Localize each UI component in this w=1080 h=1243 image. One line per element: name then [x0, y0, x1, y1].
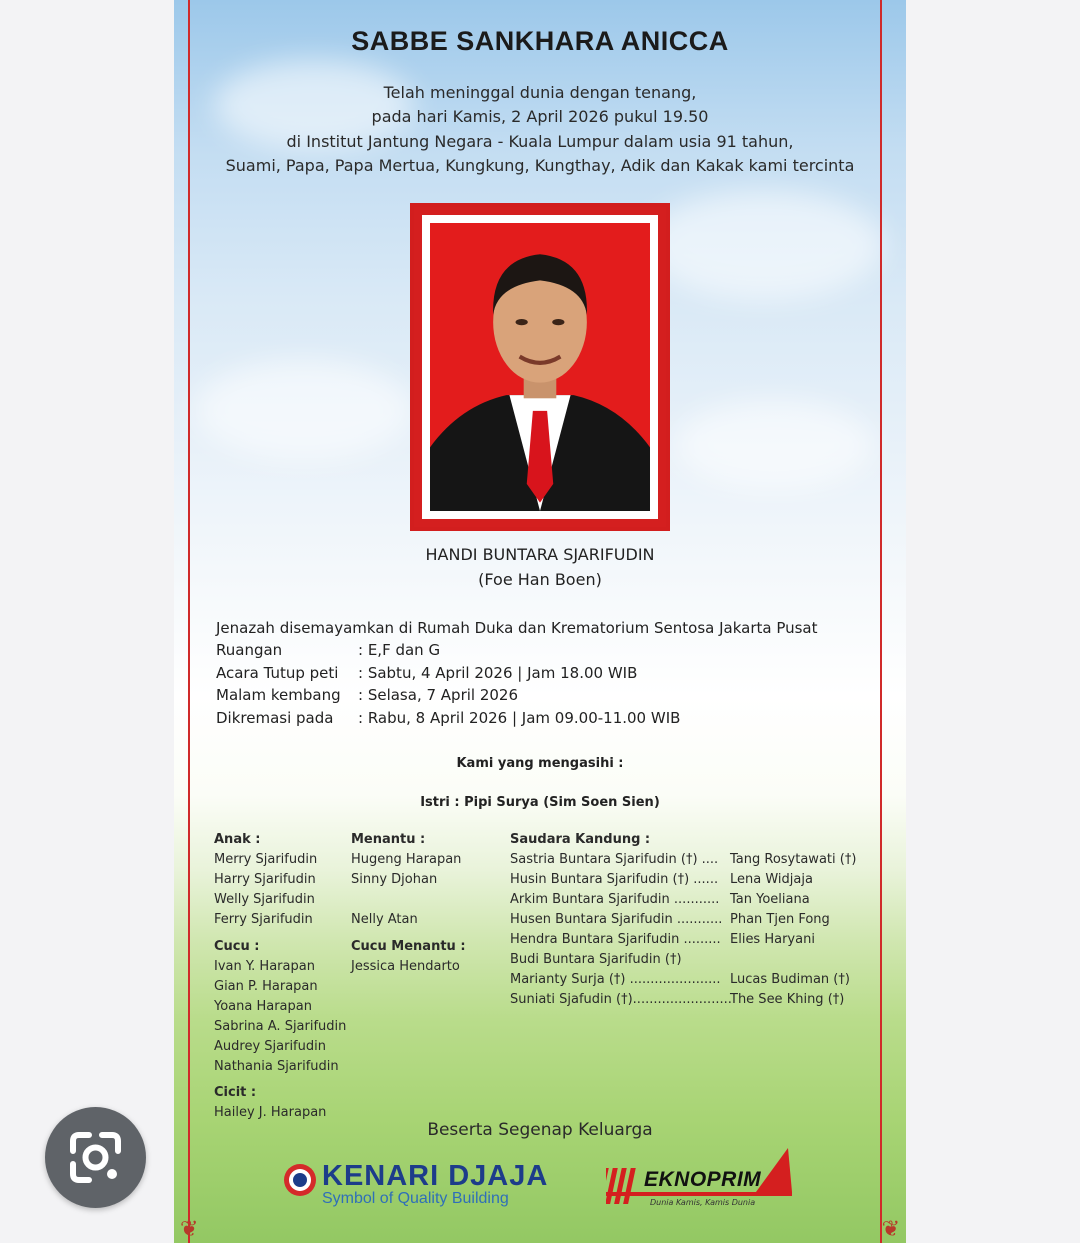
portrait-icon [430, 223, 650, 511]
schedule-label: Ruangan [216, 641, 283, 659]
schedule-row [216, 686, 518, 704]
saudara-heading: Saudara Kandung : [510, 832, 651, 847]
list-item: Audrey Sjarifudin [214, 1039, 326, 1054]
list-item: Welly Sjarifudin [214, 892, 315, 907]
intro-line: pada hari Kamis, 2 April 2026 pukul 19.50 [371, 107, 709, 126]
sibling-spouse: Tan Yoeliana [730, 892, 810, 907]
schedule-label: Dikremasi pada [216, 709, 334, 727]
sibling-spouse: Phan Tjen Fong [730, 912, 830, 927]
portrait-frame [410, 203, 670, 531]
google-lens-button[interactable] [45, 1107, 146, 1208]
schedule-row [216, 664, 637, 682]
kenari-tagline: Symbol of Quality Building [322, 1190, 509, 1207]
menantu-heading: Menantu : [351, 832, 426, 847]
mourners-heading: Kami yang mengasihi : [456, 756, 624, 771]
schedule-row [216, 641, 440, 659]
closing-text: Beserta Segenap Keluarga [427, 1120, 653, 1140]
list-item: Sabrina A. Sjarifudin [214, 1019, 347, 1034]
kenari-emblem-icon [282, 1162, 318, 1198]
schedule-label: Malam kembang [216, 686, 341, 704]
sibling-row [510, 992, 856, 1012]
sibling-name: Hendra Buntara Sjarifudin ......... [510, 932, 721, 947]
sibling-row [510, 952, 856, 972]
sibling-name: Sastria Buntara Sjarifudin (†) .... [510, 852, 719, 867]
intro-line: di Institut Jantung Negara - Kuala Lumpur dalam usia 91 tahun, [286, 132, 794, 151]
schedule-value: : Sabtu, 4 April 2026 | Jam 18.00 WIB [358, 664, 638, 682]
cloud-decoration [194, 360, 414, 460]
deceased-chinese-name: (Foe Han Boen) [478, 570, 602, 589]
sibling-name: Marianty Surja (†) ...................... [510, 972, 721, 987]
teknoprim-tagline: Dunia Kamis, Kamis Dunia [650, 1198, 756, 1207]
list-item: Gian P. Harapan [214, 979, 318, 994]
cicit-heading: Cicit : [214, 1085, 257, 1100]
teknoprim-name: EKNOPRIM [644, 1168, 762, 1191]
siblings-column [510, 832, 856, 1012]
sibling-spouse: Lena Widjaja [730, 872, 813, 887]
sibling-row [510, 932, 856, 952]
schedule-value: : Rabu, 8 April 2026 | Jam 09.00-11.00 WIB [358, 709, 681, 727]
frame-border-left [188, 0, 190, 1243]
teknoprim-logo [606, 1148, 796, 1218]
location-text: Jenazah disemayamkan di Rumah Duka dan Krematorium Sentosa Jakarta Pusat [216, 619, 818, 637]
wife-line: Istri : Pipi Surya (Sim Soen Sien) [420, 795, 660, 810]
children-column [214, 832, 346, 1125]
sibling-row [510, 852, 856, 872]
sibling-row [510, 972, 856, 992]
sibling-name: Suniati Sjafudin (†)........................ [510, 992, 732, 1007]
cloud-decoration [674, 400, 874, 490]
cloud-decoration [644, 190, 884, 300]
page-title: SABBE SANKHARA ANICCA [351, 26, 729, 56]
list-item: Ivan Y. Harapan [214, 959, 315, 974]
intro-line: Suami, Papa, Papa Mertua, Kungkung, Kungthay, Adik dan Kakak kami tercinta [225, 156, 855, 175]
list-item: Ferry Sjarifudin [214, 912, 313, 927]
sibling-spouse: Tang Rosytawati (†) [730, 852, 857, 867]
schedule-value: : E,F dan G [358, 641, 441, 659]
list-item [351, 892, 466, 912]
in-laws-column [351, 832, 466, 979]
obituary-card [174, 0, 906, 1243]
list-item: Hugeng Harapan [351, 852, 462, 867]
sibling-row [510, 872, 856, 892]
kenari-name: KENARI DJAJA [322, 1160, 549, 1192]
sibling-row [510, 912, 856, 932]
deceased-name: HANDI BUNTARA SJARIFUDIN [425, 545, 655, 564]
sibling-name: Husen Buntara Sjarifudin ........... [510, 912, 723, 927]
portrait-photo [422, 215, 658, 519]
list-item: Sinny Djohan [351, 872, 438, 887]
list-item: Nelly Atan [351, 912, 418, 927]
sibling-name: Husin Buntara Sjarifudin (†) ...... [510, 872, 719, 887]
list-item: Nathania Sjarifudin [214, 1059, 339, 1074]
intro-line: Telah meninggal dunia dengan tenang, [383, 83, 697, 102]
schedule-row [216, 709, 680, 727]
ornament-icon: ❦ [180, 1217, 199, 1242]
cucu-menantu-heading: Cucu Menantu : [351, 939, 466, 954]
schedule-label: Acara Tutup peti [216, 664, 339, 682]
list-item: Yoana Harapan [214, 999, 312, 1014]
frame-border-right [880, 0, 882, 1243]
list-item: Merry Sjarifudin [214, 852, 318, 867]
anak-heading: Anak : [214, 832, 261, 847]
ornament-icon: ❦ [881, 1217, 900, 1242]
cucu-heading: Cucu : [214, 939, 260, 954]
sibling-row [510, 892, 856, 912]
google-lens-icon [45, 1107, 146, 1208]
list-item: Harry Sjarifudin [214, 872, 316, 887]
sibling-spouse: Elies Haryani [730, 932, 815, 947]
sibling-name: Budi Buntara Sjarifudin (†) [510, 952, 682, 967]
sibling-spouse: The See Khing (†) [730, 992, 845, 1007]
sibling-spouse: Lucas Budiman (†) [730, 972, 850, 987]
sibling-name: Arkim Buntara Sjarifudin ........... [510, 892, 720, 907]
schedule-value: : Selasa, 7 April 2026 [358, 686, 519, 704]
list-item: Hailey J. Harapan [214, 1105, 327, 1120]
list-item: Jessica Hendarto [351, 959, 460, 974]
